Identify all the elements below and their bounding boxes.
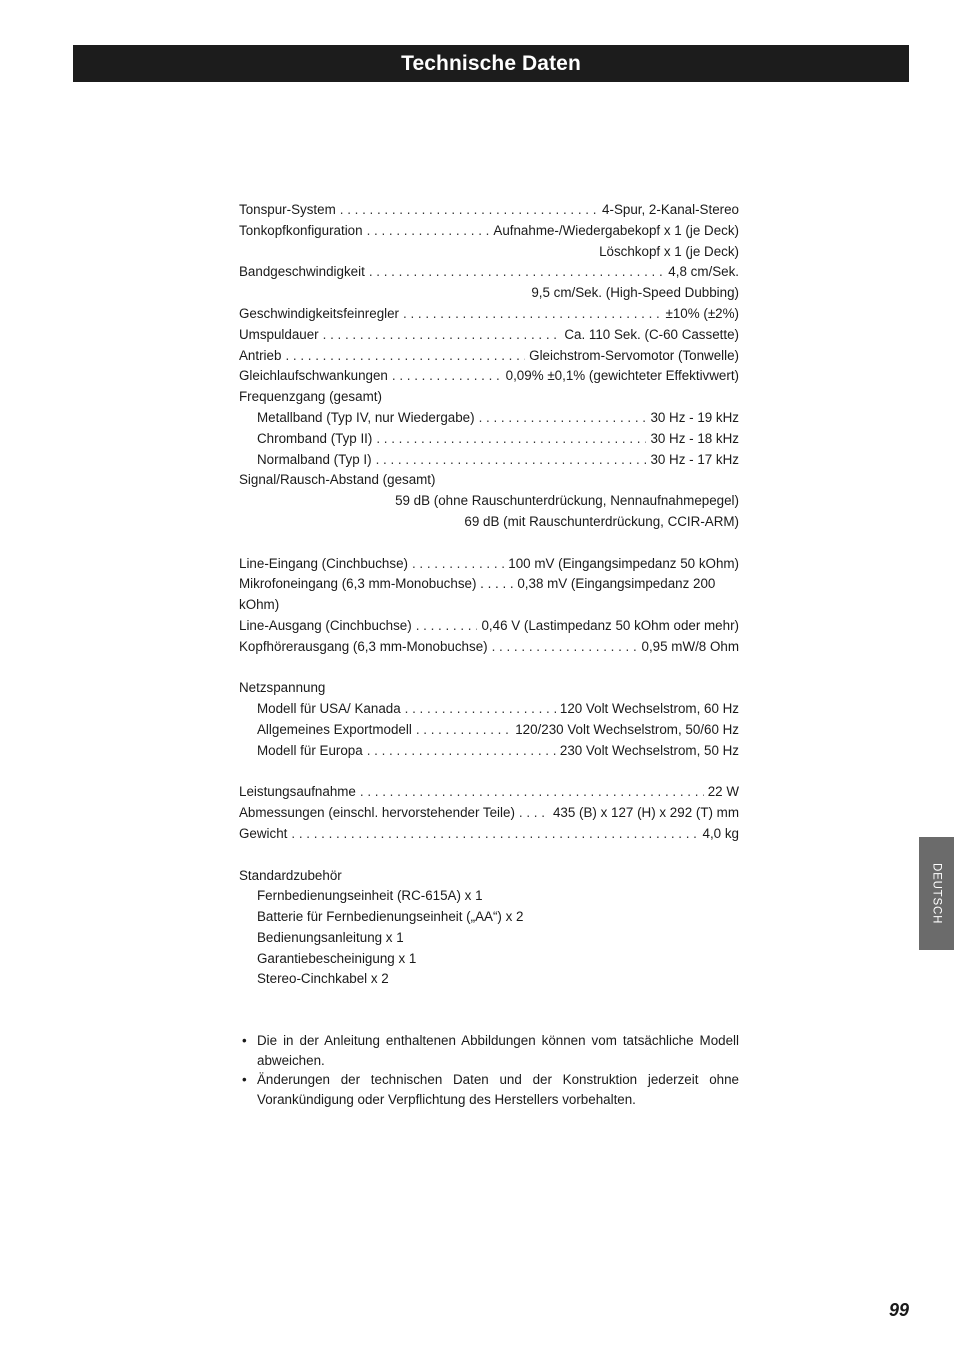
dot-leader <box>291 824 698 845</box>
spec-value: ±10% (±2%) <box>665 305 739 321</box>
spec-row-line-ausgang <box>239 616 739 637</box>
dot-leader <box>376 450 647 471</box>
spec-label: Tonkopfkonfiguration <box>239 222 363 238</box>
spec-label: Normalband (Typ I) <box>257 451 372 467</box>
spec-heading-zubehoer: Standardzubehör <box>239 867 342 883</box>
note-text: Änderungen der technischen Daten und der Konstruktion jederzeit ohne Vorankündigung oder Verpflichtung des Herstellers vorbehalten. <box>257 1072 739 1107</box>
notes-list <box>239 1031 739 1109</box>
spec-continuation: 9,5 cm/Sek. (High-Speed Dubbing) <box>531 285 739 301</box>
spec-heading-netzspannung: Netzspannung <box>239 680 326 696</box>
spec-value: 120 Volt Wechselstrom, 60 Hz <box>559 701 739 717</box>
spec-row-mikrofoneingang: Mikrofoneingang (6,3 mm-Monobuchse) . . . . . 0,38 mV (Eingangsimpedanz 200 kOhm) <box>239 576 716 613</box>
spec-value: 4,8 cm/Sek. <box>668 264 739 280</box>
spec-label: Gleichlaufschwankungen <box>239 368 388 384</box>
bullet: • <box>242 1072 247 1087</box>
dot-leader <box>340 200 598 221</box>
dot-leader <box>405 699 556 720</box>
spec-value: 120/230 Volt Wechselstrom, 50/60 Hz <box>515 721 739 737</box>
spec-row-gewicht <box>239 824 739 845</box>
spec-label: Antrieb <box>239 347 282 363</box>
spec-value: 4,0 kg <box>702 825 739 841</box>
spec-row-metallband <box>239 408 739 429</box>
spec-row-line-eingang <box>239 554 739 575</box>
note-text: Die in der Anleitung enthaltenen Abbildungen können vom tatsächliche Modell abweichen. <box>257 1033 739 1068</box>
language-tab <box>919 837 954 950</box>
accessory-item: Batterie für Fernbedienungseinheit („AA“) x 2 <box>257 909 524 925</box>
spec-value: 100 mV (Eingangsimpedanz 50 kOhm) <box>508 555 739 571</box>
spec-value: 30 Hz - 19 kHz <box>650 409 739 425</box>
spec-value: 4-Spur, 2-Kanal-Stereo <box>602 202 739 217</box>
dot-leader <box>369 262 664 283</box>
note-item <box>239 1031 739 1070</box>
dot-leader <box>403 304 661 325</box>
spec-row-kopfhoerer <box>239 637 739 658</box>
dot-leader <box>416 616 478 637</box>
page-number: 99 <box>888 1300 909 1320</box>
spec-label: Line-Eingang (Cinchbuchse) <box>239 555 408 571</box>
spec-label: Gewicht <box>239 825 288 841</box>
dot-leader <box>479 408 647 429</box>
spec-value: 0,95 mW/8 Ohm <box>641 638 739 654</box>
spec-value: 0,46 V (Lastimpedanz 50 kOhm oder mehr) <box>481 617 739 633</box>
spec-continuation: 69 dB (mit Rauschunterdrückung, CCIR-ARM) <box>464 513 739 529</box>
spacer <box>239 845 739 866</box>
spec-heading-signal-rausch: Signal/Rausch-Abstand (gesamt) <box>239 472 436 488</box>
spacer <box>239 658 739 679</box>
dot-leader <box>416 720 511 741</box>
spec-value: Aufnahme-/Wiedergabekopf x 1 (je Deck) <box>493 222 739 238</box>
spec-heading-frequenzgang: Frequenzgang (gesamt) <box>239 389 382 405</box>
spec-label: Abmessungen (einschl. hervorstehender Teile) <box>239 805 515 821</box>
spec-label: Kopfhörerausgang (6,3 mm-Monobuchse) <box>239 638 488 654</box>
spacer <box>239 762 739 783</box>
spec-value: 230 Volt Wechselstrom, 50 Hz <box>559 742 739 758</box>
spec-row-modell-europa <box>239 741 739 762</box>
dot-leader <box>360 782 704 803</box>
spec-row-modell-usa <box>239 699 739 720</box>
spec-row-exportmodell <box>239 720 739 741</box>
spec-value: 30 Hz - 18 kHz <box>650 430 739 446</box>
spec-row-feinregler <box>239 304 739 325</box>
spec-row-umspuldauer <box>239 325 739 346</box>
spec-label: Umspuldauer <box>239 326 319 342</box>
bullet: • <box>242 1033 247 1048</box>
spec-value: Gleichstrom-Servomotor (Tonwelle) <box>529 347 739 363</box>
spec-row-tonspur <box>239 200 739 221</box>
spec-continuation: Löschkopf x 1 (je Deck) <box>599 243 739 259</box>
spec-label: Geschwindigkeitsfeinregler <box>239 305 400 321</box>
accessory-item: Fernbedienungseinheit (RC-615A) x 1 <box>257 888 483 904</box>
language-tab-label: DEUTSCH <box>930 862 943 925</box>
spec-label: Modell für Europa <box>257 742 363 758</box>
dot-leader <box>367 741 556 762</box>
dot-leader <box>376 429 646 450</box>
spec-label: Metallband (Typ IV, nur Wiedergabe) <box>257 409 475 425</box>
spec-label: Chromband (Typ II) <box>257 430 373 446</box>
dot-leader <box>367 221 490 242</box>
spec-row-abmessungen <box>239 803 739 824</box>
spec-label: Leistungsaufnahme <box>239 784 356 800</box>
spec-value: 22 W <box>707 784 739 800</box>
spec-label: Tonspur-System <box>239 202 336 217</box>
spec-value: 435 (B) x 127 (H) x 292 (T) mm <box>552 805 739 821</box>
spec-value: Ca. 110 Sek. (C-60 Cassette) <box>564 326 739 342</box>
spacer <box>239 533 739 554</box>
accessory-item: Bedienungsanleitung x 1 <box>257 929 404 945</box>
page-title: Technische Daten <box>401 51 581 75</box>
spec-value: 0,09% ±0,1% (gewichteter Effektivwert) <box>505 368 739 384</box>
accessory-item: Stereo-Cinchkabel x 2 <box>257 971 389 987</box>
dot-leader <box>323 325 561 346</box>
spec-continuation: 59 dB (ohne Rauschunterdrückung, Nennaufnahmepegel) <box>395 493 739 509</box>
spec-row-leistungsaufnahme <box>239 782 739 803</box>
dot-leader <box>519 803 549 824</box>
dot-leader <box>285 346 525 367</box>
dot-leader <box>412 554 504 575</box>
spec-label: Bandgeschwindigkeit <box>239 264 365 280</box>
title-bar <box>73 45 909 82</box>
spec-row-bandgeschwindigkeit <box>239 262 739 283</box>
spec-label: Allgemeines Exportmodell <box>257 721 412 737</box>
spec-row-tonkopf <box>239 221 739 242</box>
spec-list <box>239 200 739 990</box>
spec-row-chromband <box>239 429 739 450</box>
dot-leader <box>392 366 502 387</box>
spec-label: Line-Ausgang (Cinchbuchse) <box>239 617 412 633</box>
spec-row-normalband <box>239 450 739 471</box>
accessory-item: Garantiebescheinigung x 1 <box>257 950 417 966</box>
spec-value: 30 Hz - 17 kHz <box>650 451 739 467</box>
spec-row-gleichlauf <box>239 366 739 387</box>
spec-row-antrieb <box>239 346 739 367</box>
spec-label: Modell für USA/ Kanada <box>257 701 401 717</box>
note-item <box>239 1070 739 1109</box>
dot-leader <box>492 637 638 658</box>
